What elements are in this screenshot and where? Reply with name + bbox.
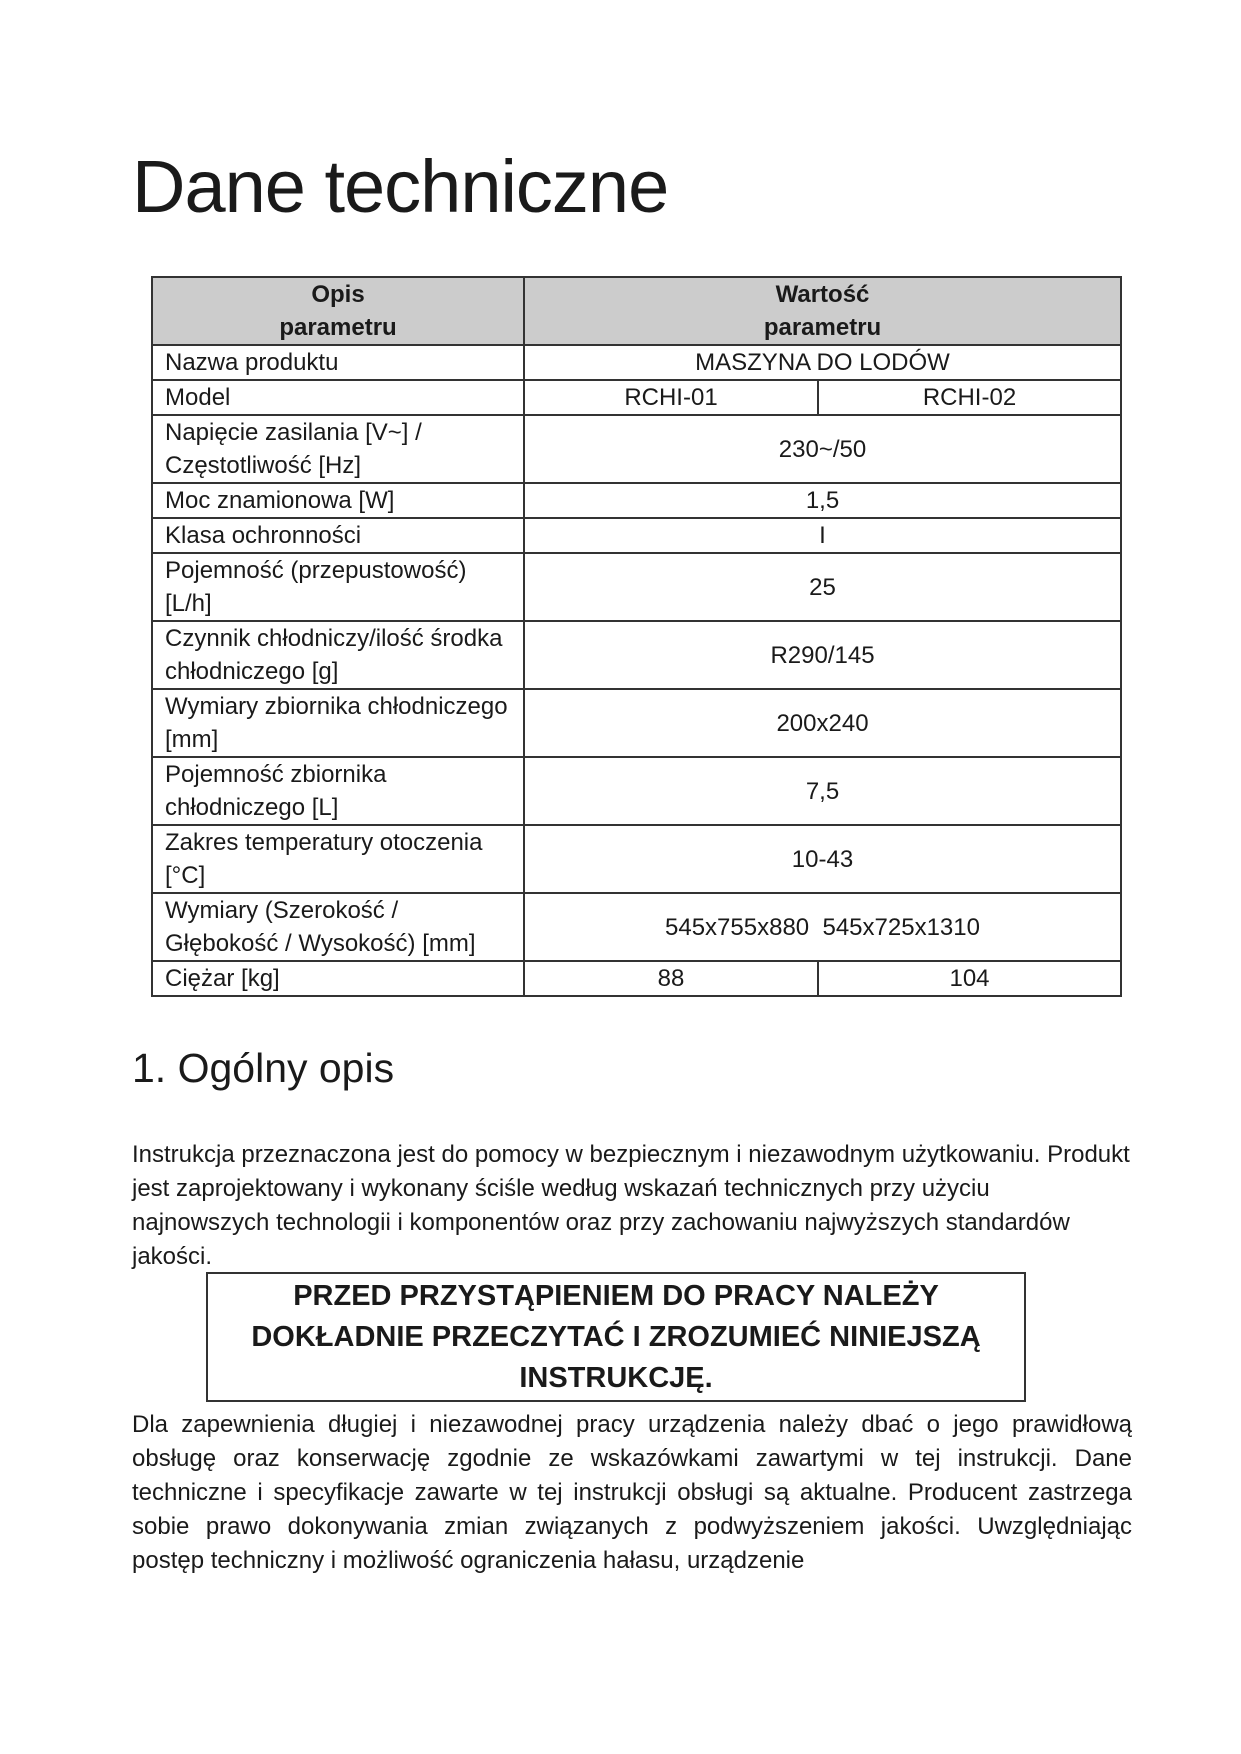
section-heading: 1. Ogólny opis bbox=[132, 1045, 395, 1091]
row-value: MASZYNA DO LODÓW bbox=[524, 345, 1121, 380]
row-value: 545x755x880 545x725x1310 bbox=[524, 893, 1121, 961]
row-label: Zakres temperatury otoczenia [°C] bbox=[152, 825, 524, 893]
table-header-row bbox=[152, 277, 1121, 345]
row-value: 230~/50 bbox=[524, 415, 1121, 483]
table-row bbox=[152, 621, 1121, 689]
row-label: Wymiary zbiornika chłodniczego [mm] bbox=[152, 689, 524, 757]
row-label: Napięcie zasilania [V~] / Częstotliwość [Hz] bbox=[152, 415, 524, 483]
intro-paragraph: Instrukcja przeznaczona jest do pomocy w bezpiecznym i niezawodnym użytkowaniu. Produkt jest zaprojektowany i wykonany ściśle według wskazań technicznych przy użyciu najnowszych technologii i komponentów oraz przy zachowaniu najwyższych standardów jakości. bbox=[132, 1141, 1130, 1270]
row-label: Nazwa produktu bbox=[152, 345, 524, 380]
table-row bbox=[152, 415, 1121, 483]
table-row bbox=[152, 518, 1121, 553]
row-label: Ciężar [kg] bbox=[152, 961, 524, 996]
row-label: Klasa ochronności bbox=[152, 518, 524, 553]
page-title: Dane techniczne bbox=[132, 145, 669, 228]
row-value: 10-43 bbox=[524, 825, 1121, 893]
header-parameter-value: Wartość parametru bbox=[524, 277, 1121, 345]
table-row bbox=[152, 345, 1121, 380]
maintenance-paragraph: Dla zapewnienia długiej i niezawodnej pracy urządzenia należy dbać o jego prawidłową obsługę oraz konserwację zgodnie ze wskazówkami zawartymi w tej instrukcji. Dane techniczne i specyfikacje zawarte w tej instrukcji obsługi są aktualne. Producent zastrzega sobie prawo dokonywania zmian związanych z podwyższeniem jakości. Uwzględniając postęp techniczny i możliwość ograniczenia hałasu, urządzenie bbox=[132, 1411, 1132, 1574]
row-value: 7,5 bbox=[524, 757, 1121, 825]
row-label: Pojemność zbiornika chłodniczego [L] bbox=[152, 757, 524, 825]
row-label: Pojemność (przepustowość) [L/h] bbox=[152, 553, 524, 621]
row-value: I bbox=[524, 518, 1121, 553]
row-value: R290/145 bbox=[524, 621, 1121, 689]
row-value-model-2: RCHI-02 bbox=[818, 380, 1121, 415]
row-value-weight-2: 104 bbox=[818, 961, 1121, 996]
table-row bbox=[152, 380, 1121, 415]
warning-box bbox=[206, 1272, 1026, 1402]
table-row bbox=[152, 825, 1121, 893]
table-row bbox=[152, 757, 1121, 825]
row-label: Czynnik chłodniczy/ilość środka chłodniczego [g] bbox=[152, 621, 524, 689]
header-parameter-description: Opis parametru bbox=[152, 277, 524, 345]
row-value: 200x240 bbox=[524, 689, 1121, 757]
row-value: 1,5 bbox=[524, 483, 1121, 518]
table-row bbox=[152, 893, 1121, 961]
row-value-model-1: RCHI-01 bbox=[524, 380, 818, 415]
table-row bbox=[152, 553, 1121, 621]
row-label: Wymiary (Szerokość / Głębokość / Wysokość) [mm] bbox=[152, 893, 524, 961]
warning-text: PRZED PRZYSTĄPIENIEM DO PRACY NALEŻY DOKŁADNIE PRZECZYTAĆ I ZROZUMIEĆ NINIEJSZĄ INSTRUKCJĘ. bbox=[251, 1279, 981, 1394]
table-row bbox=[152, 961, 1121, 996]
row-value: 25 bbox=[524, 553, 1121, 621]
row-value-weight-1: 88 bbox=[524, 961, 818, 996]
technical-data-table bbox=[151, 276, 1122, 997]
row-label: Moc znamionowa [W] bbox=[152, 483, 524, 518]
row-label: Model bbox=[152, 380, 524, 415]
table-row bbox=[152, 483, 1121, 518]
table-row bbox=[152, 689, 1121, 757]
